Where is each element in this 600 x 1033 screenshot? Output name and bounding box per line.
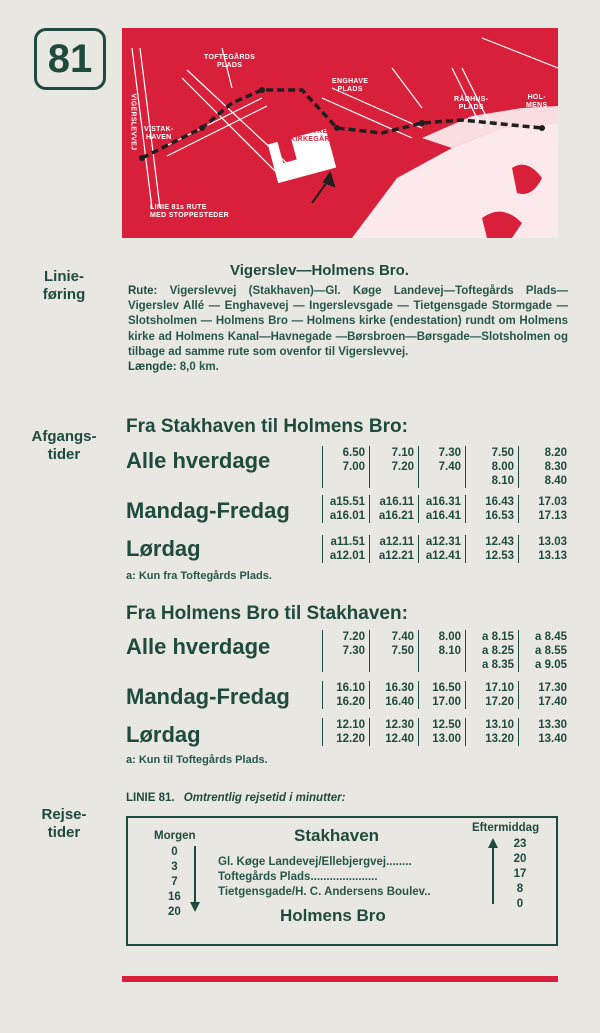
morning-value: 3 <box>171 861 178 873</box>
route-number: 81 <box>47 36 93 81</box>
timetable-cell: 7.50 8.00 8.10 <box>466 446 519 488</box>
timetable-cell: 17.10 17.20 <box>466 681 519 709</box>
start-stop: Stakhaven <box>294 826 380 845</box>
morning-value: 7 <box>171 876 178 888</box>
inbound-note: a: Kun til Toftegårds Plads. <box>126 754 268 766</box>
inbound-lor-table <box>322 718 571 746</box>
timetable-cell: a16.11 a16.21 <box>370 495 419 523</box>
map-label-stakhaven: V/STAK- HAVEN <box>144 126 174 141</box>
timetable-cell: a16.31 a16.41 <box>419 495 466 523</box>
morning-label: Morgen <box>154 830 196 842</box>
timetable-cell: a 8.45 a 8.55 a 9.05 <box>519 630 572 672</box>
route-map <box>122 28 558 238</box>
route-rute-label: Rute: <box>128 285 158 297</box>
timetable-cell: 7.10 7.20 <box>370 446 419 488</box>
route-length-value: 8,0 km. <box>179 361 219 374</box>
timetable-cell: a12.11 a12.21 <box>370 535 419 563</box>
travel-caption: Omtrentlig rejsetid i minutter: <box>183 792 346 804</box>
inbound-alle-label: Alle hverdage <box>126 634 271 659</box>
arrow-up-icon <box>486 836 500 906</box>
morning-value: 16 <box>168 891 181 903</box>
arrow-down-icon <box>188 844 202 914</box>
map-label-cemetery: VESTRE KIRKEGÅRD <box>290 128 336 143</box>
travel-header <box>126 792 345 804</box>
timetable-cell: 7.20 7.30 <box>323 630 370 672</box>
outbound-mf-table <box>322 495 571 523</box>
map-label-enghave: ENGHAVE PLADS <box>332 78 369 93</box>
map-label-holmens: HOL- MENS <box>526 94 548 109</box>
stop-name: Gl. Køge Landevej/Ellebjergvej........ <box>218 856 412 868</box>
timetable-cell: 8.20 8.30 8.40 <box>519 446 572 488</box>
timetable-cell: 7.30 7.40 <box>419 446 466 488</box>
map-label-toftegaards: TOFTEGÅRDS PLADS <box>204 54 256 69</box>
section-label-afgangstider: Afgangs- tider <box>31 428 97 463</box>
afternoon-label: Eftermiddag <box>472 822 540 834</box>
outbound-note: a: Kun fra Toftegårds Plads. <box>126 570 272 582</box>
intermediate-stops <box>218 855 431 900</box>
outbound-alle-table <box>322 446 571 488</box>
section-label-linjefoering: Linie- føring <box>42 268 86 303</box>
timetable-cell: 12.50 13.00 <box>419 718 466 746</box>
timetable-cell: 8.00 8.10 <box>419 630 466 672</box>
inbound-lor-label: Lørdag <box>126 722 201 747</box>
travel-line-label: LINIE 81. <box>126 792 175 804</box>
timetable-cell: 17.03 17.13 <box>519 495 572 523</box>
outbound-lor-table <box>322 535 571 563</box>
morning-value: 0 <box>171 846 178 858</box>
timetable-cell: 13.10 13.20 <box>466 718 519 746</box>
stop-name: Tietgensgade/H. C. Andersens Boulev.. <box>218 886 431 898</box>
afternoon-value: 17 <box>513 868 527 880</box>
section-label-rejsetider: Rejse- tider <box>41 806 87 841</box>
morning-values <box>168 845 181 920</box>
travel-time-box <box>126 816 558 946</box>
inbound-alle-table <box>322 630 571 672</box>
timetable-cell: 13.30 13.40 <box>519 718 572 746</box>
map-label-vigerslev: VIGERSLEVVEJ <box>129 93 137 151</box>
timetable-cell: 16.30 16.40 <box>370 681 419 709</box>
timetable-cell: a11.51 a12.01 <box>323 535 370 563</box>
outbound-header: Fra Stakhaven til Holmens Bro: <box>126 416 408 437</box>
timetable-cell: a12.31 a12.41 <box>419 535 466 563</box>
timetable-cell: 7.40 7.50 <box>370 630 419 672</box>
timetable-cell: 12.30 12.40 <box>370 718 419 746</box>
map-label-raadhus: RÅDHUS- PLADS <box>454 96 489 111</box>
timetable-cell: 16.43 16.53 <box>466 495 519 523</box>
stop-name: Toftegårds Plads..................... <box>218 871 378 883</box>
timetable-cell: 6.50 7.00 <box>323 446 370 488</box>
route-length-label: Længde: <box>128 361 177 374</box>
outbound-mf-label: Mandag-Fredag <box>126 498 290 523</box>
route-title: Vigerslev—Holmens Bro. <box>230 262 409 279</box>
inbound-mf-table <box>322 681 571 709</box>
afternoon-value: 23 <box>513 838 527 850</box>
timetable-cell: a 8.15 a 8.25 a 8.35 <box>466 630 519 672</box>
timetable-cell: 12.43 12.53 <box>466 535 519 563</box>
route-rute-text: Vigerslevvej (Stakhaven)—Gl. Køge Landevej—Toftegårds Plads—Vigerslev Allé — Enghavevej — Ingerslevsgade — Tietgensgade Stormgade — Slotsholmen — Holmens Bro — Holmens kirke (endestation) rundt om Holmens kirke ad Holmens Kanal—Havnegade —Børsbroen—Børsgade—Slotsholmen og tilbage ad samme rute som ovenfor til Vigerslevvej. <box>128 285 569 358</box>
route-number-badge <box>34 28 106 90</box>
afternoon-values <box>510 837 530 912</box>
timetable-cell: a15.51 a16.01 <box>323 495 370 523</box>
map-caption: LINIE 81s RUTE MED STOPPESTEDER <box>150 204 229 219</box>
route-description <box>128 284 568 375</box>
timetable-cell: 16.50 17.00 <box>419 681 466 709</box>
afternoon-value: 20 <box>513 853 527 865</box>
end-stop: Holmens Bro <box>280 906 386 925</box>
timetable-cell: 13.03 13.13 <box>519 535 572 563</box>
inbound-mf-label: Mandag-Fredag <box>126 684 290 709</box>
afternoon-value: 0 <box>516 898 524 910</box>
inbound-header: Fra Holmens Bro til Stakhaven: <box>126 603 408 624</box>
morning-value: 20 <box>168 906 181 918</box>
timetable-cell: 16.10 16.20 <box>323 681 370 709</box>
timetable-cell: 12.10 12.20 <box>323 718 370 746</box>
bottom-red-bar <box>122 976 558 982</box>
afternoon-value: 8 <box>516 883 524 895</box>
outbound-lor-label: Lørdag <box>126 536 201 561</box>
outbound-alle-label: Alle hverdage <box>126 448 271 473</box>
timetable-cell: 17.30 17.40 <box>519 681 572 709</box>
